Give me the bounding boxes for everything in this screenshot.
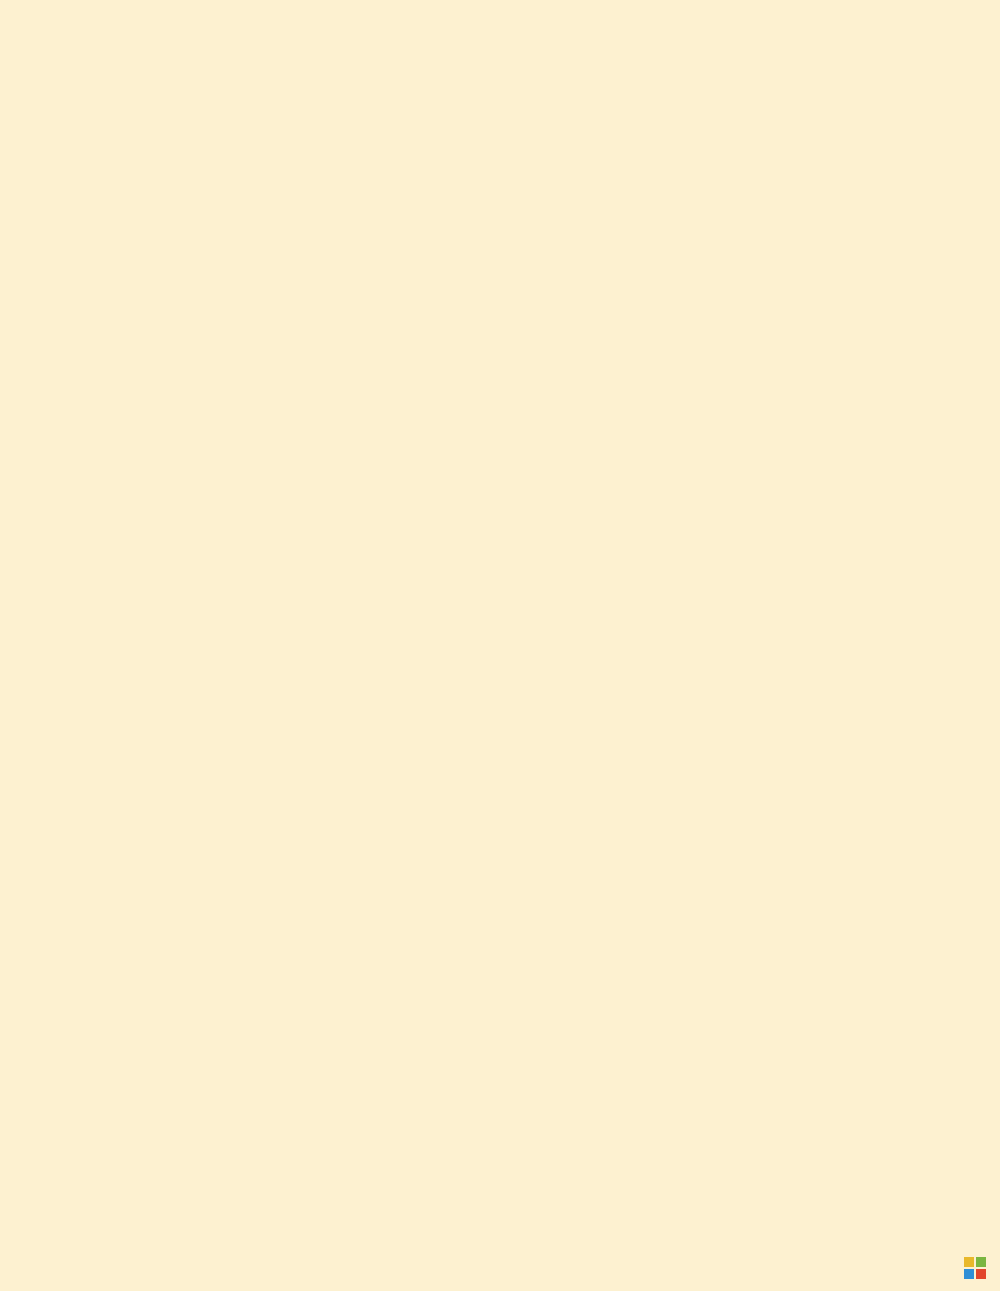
- logo-cubes-icon: [964, 1257, 986, 1279]
- liveworksheets-logo: [964, 1252, 990, 1284]
